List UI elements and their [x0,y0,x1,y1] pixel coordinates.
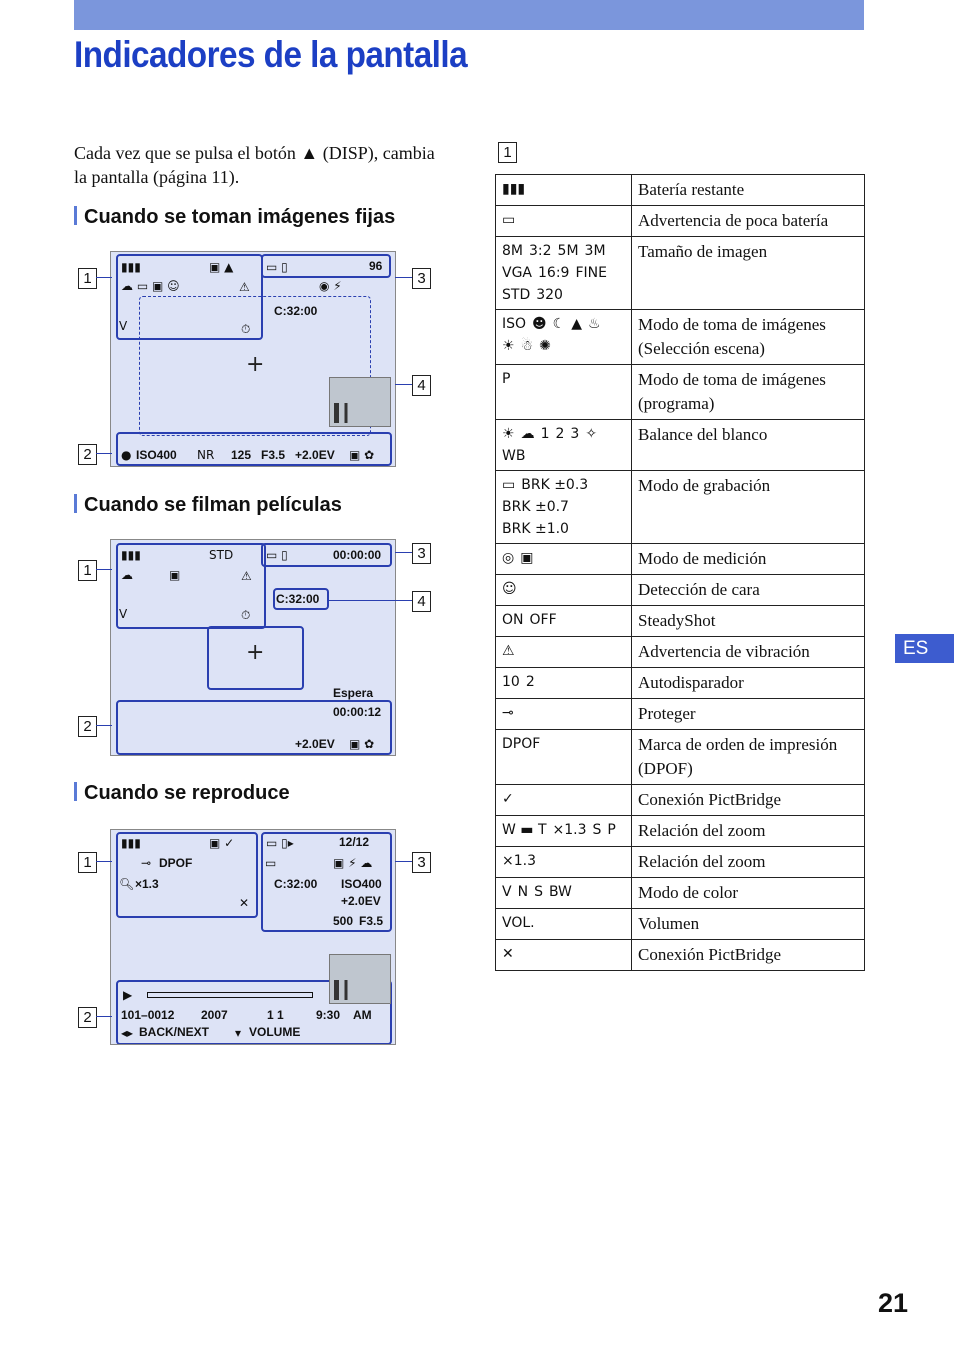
indicator-icons [496,816,632,847]
indicator-icons [496,785,632,816]
table-row [496,310,865,365]
standby-label: Espera [333,686,374,700]
indicator-description: Detección de cara [632,575,865,606]
leader-2 [96,725,112,726]
indicator-icon: ▣ [520,550,534,566]
indicator-icon: ✓ [502,791,514,807]
header-bar [74,0,864,30]
indicator-description: Advertencia de vibración [632,637,865,668]
indicator-description: Modo de toma de imágenes (Selección escena) [632,310,865,365]
nr-icon: NR [197,448,215,462]
zoom-icon: 🔍︎ [119,877,135,891]
rec-time: 00:00:00 [333,548,382,562]
indicator-icon: ☻ [532,316,547,332]
exposure: +2.0EV [295,737,335,751]
indicator-icon: BRK ±0.3 [521,477,589,493]
standby-time: 00:00:12 [333,705,382,719]
indicator-icon: STD [502,287,531,303]
indicator-icons [496,637,632,668]
indicator-icon: 1 [540,426,550,442]
table-row [496,730,865,785]
color-mode-icon: V [119,607,128,621]
indicator-icon: ☺ [502,581,517,597]
self-timer-icon: ⏱ [241,322,251,336]
language-tab: ES [895,634,954,663]
table-row [496,471,865,544]
indicator-icon: BRK ±1.0 [502,521,569,537]
indicator-icons [496,471,632,544]
indicator-description: Relación del zoom [632,847,865,878]
label-3: 3 [412,543,431,564]
zoom-ratio: ×1.3 [135,877,159,891]
indicator-icon: ✺ [539,338,551,354]
indicator-icon: ISO [502,316,527,332]
leader-2 [96,453,112,454]
indicator-icon: S [534,884,543,900]
movie-screen [110,539,396,756]
table-row [496,365,865,420]
frame-counter: 12/12 [339,835,370,849]
table-row [496,785,865,816]
table-row [496,816,865,847]
page-number: 21 [877,1288,908,1318]
volume: VOLUME [249,1025,301,1039]
iso: ISO400 [341,877,382,891]
indicator-description: Modo de toma de imágenes (programa) [632,365,865,420]
indicator-icon: VOL. [502,915,535,931]
leader-2 [96,1016,112,1017]
battery-icon: ▮▮▮ [121,260,141,274]
indicator-icons [496,420,632,471]
indicator-icon: ×1.3 [502,853,536,869]
indicator-icon: ♨ [588,316,601,332]
label-2: 2 [78,716,97,737]
label-1: 1 [78,560,97,581]
rec-ampm: AM [353,1008,372,1022]
indicator-icon: P [502,371,511,387]
iso: ISO400 [136,448,177,462]
leader-1 [96,861,112,862]
indicator-icon: 2 [555,426,565,442]
rec-clock: 9:30 [316,1008,341,1022]
exposure: +2.0EV [341,894,381,908]
indicator-icon: VGA [502,265,533,281]
table-label: 1 [498,142,517,163]
indicator-icon: ☁ [520,426,535,442]
indicator-icons [496,699,632,730]
label-1: 1 [78,268,97,289]
heading-still: Cuando se toman imágenes fijas [74,206,395,229]
indicator-icon: ▮▮▮ [502,181,526,197]
volume-down-icon: ▾ [235,1026,242,1040]
indicator-icon: ▭ [502,212,516,228]
indicator-description: Marca de orden de impresión (DPOF) [632,730,865,785]
indicator-description: Proteger [632,699,865,730]
leader-3 [395,861,412,862]
battery-icon: ▮▮▮ [121,836,141,850]
steadyshot-icon: ⚠ [239,280,250,294]
indicator-icon: ✧ [585,426,598,442]
table-row [496,237,865,310]
leader-4 [395,384,412,385]
indicator-icons [496,365,632,420]
remaining-time: C:32:00 [274,304,318,318]
indicator-icon: ⊸ [502,705,514,721]
indicator-icon: 3 [570,426,580,442]
rec-year: 2007 [201,1008,228,1022]
heading-movie: Cuando se filman películas [74,494,342,517]
intro-text: Cada vez que se pulsa el botón ▲ (DISP), cambia la pantalla (página 11). [74,143,435,187]
table-row [496,175,865,206]
rec-date: 1 1 [267,1008,284,1022]
indicator-description: Conexión PictBridge [632,785,865,816]
image-size-icon: ▣ ✓ [209,836,235,850]
playback-screen [110,829,396,1045]
indicator-description: Conexión PictBridge [632,940,865,971]
scene-icon: ☁ [121,568,133,582]
metering-icon: ▭ [265,856,277,870]
leader-3 [395,552,412,553]
indicator-icon: 3:2 [529,243,552,259]
remaining-time: C:32:00 [276,592,320,606]
battery-icon: ▮▮▮ [121,548,141,562]
indicator-icons [496,847,632,878]
indicator-icons [496,310,632,365]
indicator-icon: FINE [575,265,607,281]
heading-playback: Cuando se reproduce [74,782,290,805]
color-mode-icon: V [119,319,128,333]
table-row [496,909,865,940]
indicator-icon: P [607,822,616,838]
indicator-description: Modo de color [632,878,865,909]
still-screen [110,251,396,467]
histogram [329,954,391,1004]
exposure: +2.0EV [295,448,335,462]
metering-icon: ▣ [169,568,181,582]
shutter-speed: 125 [231,448,252,462]
memory-icon: ▭ ▯▸ [266,836,294,850]
indicator-icon: ⚠ [502,643,515,659]
memory-icon: ▭ ▯ [266,260,288,274]
flash-scene-icon: ▣ ⚡ ☁ [333,856,373,870]
indicator-icons [496,668,632,699]
indicator-icon: 16:9 [538,265,570,281]
indicator-icon: ☾ [552,316,566,332]
indicator-icon: ☀ [502,426,515,442]
table-row [496,206,865,237]
indicator-description: Autodisparador [632,668,865,699]
indicator-description: Modo de grabación [632,471,865,544]
table-row [496,606,865,637]
table-row [496,575,865,606]
indicator-icon: OFF [529,612,557,628]
leader-4 [327,600,412,601]
indicator-description: Balance del blanco [632,420,865,471]
aperture: F3.5 [261,448,286,462]
indicator-description: Advertencia de poca batería [632,206,865,237]
indicator-icon: ◎ [502,550,515,566]
indicator-icons [496,878,632,909]
image-size-icon: STD [209,548,234,562]
leader-1 [96,569,112,570]
indicator-icon: DPOF [502,736,541,752]
leader-1 [96,277,112,278]
indicator-icons [496,909,632,940]
indicator-icon: ON [502,612,524,628]
indicator-description: Batería restante [632,175,865,206]
label-3: 3 [412,268,431,289]
table-row [496,668,865,699]
play-icon: ▶ [123,988,133,1002]
indicator-icon: BW [548,884,572,900]
indicator-icon: ☀ [502,338,515,354]
back-next-icon: ◂▸ [121,1026,134,1040]
indicator-icons [496,206,632,237]
table-row [496,420,865,471]
indicator-icon: 2 [525,674,535,690]
indicator-icons [496,175,632,206]
back-next: BACK/NEXT [139,1025,210,1039]
page-title: Indicadores de la pantalla [74,34,468,75]
indicator-description: Volumen [632,909,865,940]
indicator-description: Relación del zoom [632,816,865,847]
indicator-icons [496,575,632,606]
label-4: 4 [412,591,431,612]
af-cross-icon: + [246,640,265,665]
table-row [496,637,865,668]
label-1: 1 [78,852,97,873]
image-size-icon: ▣ ▲ [209,260,234,274]
indicator-icon: WB [502,448,526,464]
label-4: 4 [412,375,431,396]
steadyshot-icon: ⚠ [241,569,252,583]
table-row [496,940,865,971]
indicator-description: SteadyShot [632,606,865,637]
metering-macro-icon: ▣ ✿ [349,737,375,751]
flash-icon: ◉ ⚡ [319,279,342,293]
leader-3 [395,277,412,278]
indicator-icon: N [517,884,529,900]
indicator-icons [496,940,632,971]
indicator-icon: W ▬ T [502,822,547,838]
indicator-icon: 8M [502,243,523,259]
indicator-icon: S [592,822,602,838]
memory-icon: ▭ ▯ [266,548,288,562]
indicator-icons [496,544,632,575]
indicator-icons [496,237,632,310]
indicator-table [495,174,865,971]
indicator-description: Tamaño de imagen [632,237,865,310]
remaining-time: C:32:00 [274,877,318,891]
table-row [496,544,865,575]
self-timer-icon: ⏱ [241,608,251,622]
counter: 96 [369,259,383,273]
folder-file: 101–0012 [121,1008,175,1022]
indicator-icon: ✕ [502,946,514,962]
metering-macro-icon: ▣ ✿ [349,448,375,462]
dpof: DPOF [159,856,193,870]
rec-dot-icon: ● [121,448,132,462]
protect-icon: ⊸ [141,856,152,870]
indicator-icon: 320 [536,287,563,303]
label-3: 3 [412,852,431,873]
indicator-icon: BRK ±0.7 [502,499,569,515]
indicator-icon: 10 [502,674,520,690]
indicator-description: Modo de medición [632,544,865,575]
play-bar [147,992,313,998]
indicator-icons [496,606,632,637]
scene-icon: ☁ ▭ ▣ ☺ [121,279,180,293]
indicator-icon: 5M [557,243,579,259]
aperture: F3.5 [359,914,384,928]
shutter-speed: 500 [333,914,354,928]
table-row [496,878,865,909]
pictbridge-icon: ✕ [239,896,250,910]
table-row [496,847,865,878]
indicator-icon: V [502,884,512,900]
indicator-icon: ▲ [571,316,582,332]
table-row [496,699,865,730]
label-2: 2 [78,1007,97,1028]
label-2: 2 [78,444,97,465]
indicator-icon: 3M [584,243,606,259]
indicator-icon: ▭ [502,477,516,493]
indicator-icon: ×1.3 [552,822,587,838]
af-cross-icon: + [246,352,265,377]
histogram [329,377,391,427]
indicator-icon: ☃ [520,338,534,354]
indicator-icons [496,730,632,785]
